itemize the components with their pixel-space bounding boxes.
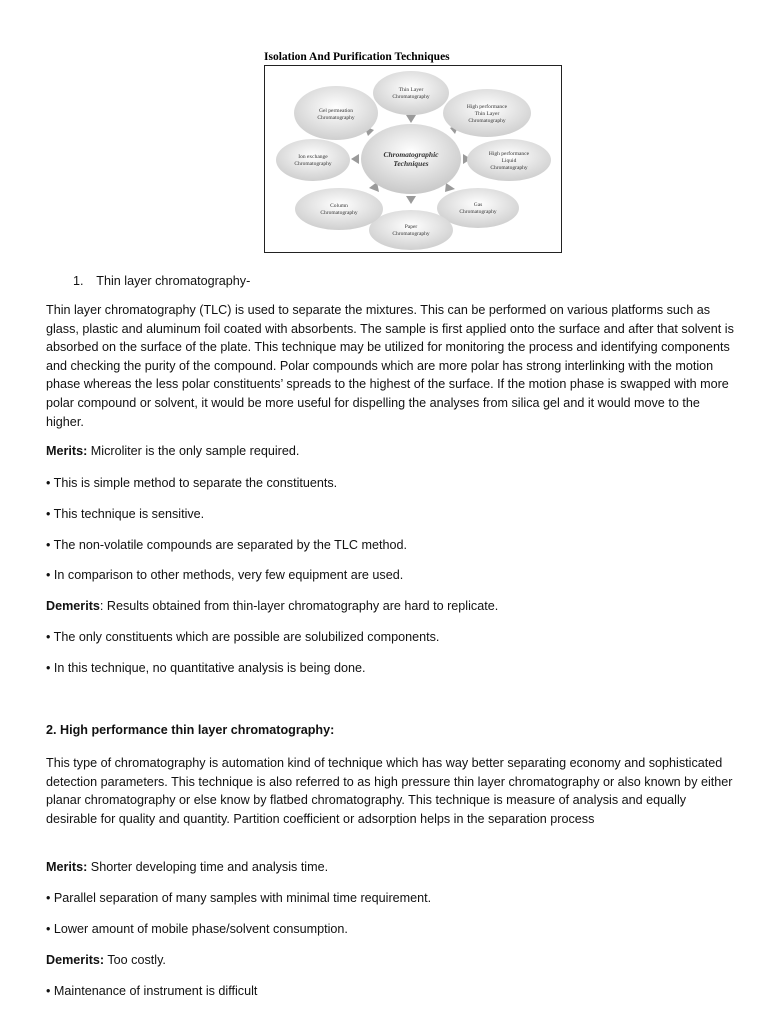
svg-text:Ion exchange: Ion exchange bbox=[298, 154, 328, 160]
section2-merits bbox=[46, 860, 328, 874]
section2-merit-bullet: • Lower amount of mobile phase/solvent consumption. bbox=[46, 922, 348, 936]
section2-demerits-label: Demerits: bbox=[46, 953, 105, 967]
svg-text:Liquid: Liquid bbox=[501, 158, 517, 164]
section1-paragraph: Thin layer chromatography (TLC) is used to separate the mixtures. This can be performed on various platforms such as glass, plastic and aluminum foil coated with absorbents. The sample is first applied onto the surface and after that solvent is absorbed on the surface of the plate. This technique may be utilized for monitoring the process and identifying components and checking the purity of the compound. Polar compounds which are more polar has strong interlinking with the motion phase whereas the less polar constituents’ spreads to the highest of the surface. If the motion phase is swapped with more polar compound or solvent, it would be more useful for dispelling the analyses from silica gel and it would move to the higher. bbox=[46, 303, 734, 429]
center-node-line1: Chromatographic bbox=[383, 150, 439, 159]
section1-merit-bullet: • The non-volatile compounds are separated by the TLC method. bbox=[46, 538, 407, 552]
section1-heading-text: Thin layer chromatography- bbox=[96, 274, 251, 288]
section2-demerits bbox=[46, 953, 166, 967]
svg-text:Chromatography: Chromatography bbox=[490, 165, 528, 171]
section1-merits-label: Merits: bbox=[46, 444, 88, 458]
section1-demerits bbox=[46, 599, 498, 613]
node-ion-exchange bbox=[276, 139, 350, 181]
node-hplc bbox=[467, 139, 551, 181]
section1-number: 1. bbox=[73, 274, 84, 288]
section2-paragraph: This type of chromatography is automation kind of technique which has way better separating economy and sophisticated detection parameters. This technique is also referred to as high pressure thin layer chromatography or also known by either planar chromatography or else know by flatbed chromatography. This technique is measure of analysis and equally desirable for quality and quantity. Partition coefficient or adsorption helps in the separation process bbox=[46, 756, 733, 826]
svg-text:Chromatography: Chromatography bbox=[294, 161, 332, 167]
svg-text:High performance: High performance bbox=[466, 104, 508, 110]
node-column bbox=[295, 188, 383, 230]
section2-demerits-text: Too costly. bbox=[104, 953, 166, 967]
chromatography-diagram bbox=[264, 65, 562, 253]
section1-demerits-label: Demerits bbox=[46, 599, 100, 613]
svg-text:Thin Layer: Thin Layer bbox=[398, 87, 424, 93]
svg-text:Chromatography: Chromatography bbox=[468, 118, 506, 124]
section1-merit-bullet: • This is simple method to separate the constituents. bbox=[46, 476, 338, 490]
section2-merits-label: Merits: bbox=[46, 860, 88, 874]
svg-text:Column: Column bbox=[330, 203, 348, 209]
section1-merits bbox=[46, 444, 299, 458]
section1-merits-text: Microliter is the only sample required. bbox=[87, 444, 300, 458]
center-node-line2: Techniques bbox=[393, 159, 429, 168]
node-hptlc bbox=[443, 89, 531, 137]
section2-demerit-bullet: • Maintenance of instrument is difficult bbox=[46, 984, 258, 998]
section1-heading bbox=[73, 274, 250, 288]
svg-text:Chromatography: Chromatography bbox=[320, 210, 358, 216]
svg-text:Chromatography: Chromatography bbox=[392, 231, 430, 237]
node-thin-layer bbox=[373, 71, 449, 115]
center-node bbox=[361, 124, 461, 194]
svg-text:Gel permeation: Gel permeation bbox=[318, 108, 354, 114]
section1-demerit-bullet: • In this technique, no quantitative analysis is being done. bbox=[46, 661, 366, 675]
section2-merits-text: Shorter developing time and analysis time. bbox=[87, 860, 329, 874]
svg-text:Chromatography: Chromatography bbox=[459, 209, 497, 215]
svg-text:Thin Layer: Thin Layer bbox=[474, 111, 500, 117]
svg-text:Paper: Paper bbox=[404, 224, 418, 230]
svg-text:Chromatography: Chromatography bbox=[392, 94, 430, 100]
svg-text:High performance: High performance bbox=[488, 151, 530, 157]
svg-text:Chromatography: Chromatography bbox=[317, 115, 355, 121]
figure-title: Isolation And Purification Techniques bbox=[264, 51, 450, 63]
svg-text:Gas: Gas bbox=[473, 202, 483, 208]
section2-merit-bullet: • Parallel separation of many samples with minimal time requirement. bbox=[46, 891, 432, 905]
section1-demerit-bullet: • The only constituents which are possible are solubilized components. bbox=[46, 630, 440, 644]
node-paper bbox=[369, 210, 453, 250]
section1-demerits-text: : Results obtained from thin-layer chromatography are hard to replicate. bbox=[99, 599, 499, 613]
section1-merit-bullet: • This technique is sensitive. bbox=[46, 507, 205, 521]
node-gel-permeation bbox=[294, 86, 378, 140]
section2-heading: 2. High performance thin layer chromatography: bbox=[46, 723, 335, 737]
section1-merit-bullet: • In comparison to other methods, very few equipment are used. bbox=[46, 568, 404, 582]
